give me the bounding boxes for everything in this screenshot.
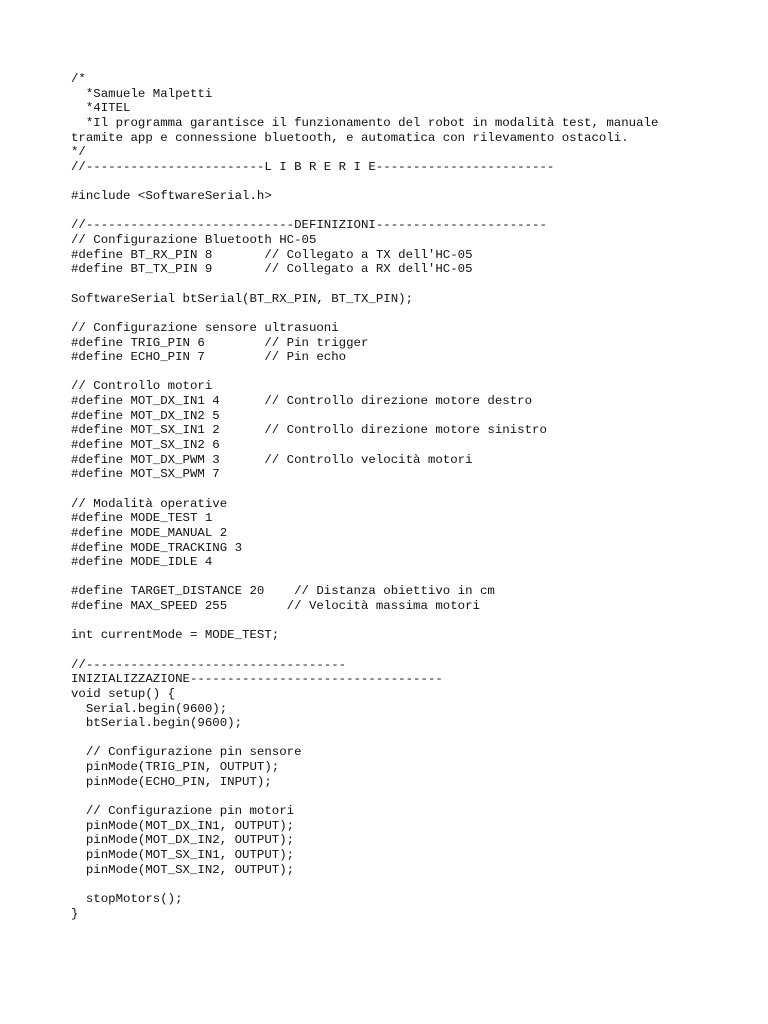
code-line: #define MODE_MANUAL 2 [71,525,228,540]
code-line: #define MOT_DX_PWM 3 // Controllo velocità motori [71,452,473,467]
code-line: void setup() { [71,686,176,701]
code-line: pinMode(MOT_DX_IN2, OUTPUT); [71,833,295,848]
code-line [71,204,658,219]
code-line: btSerial.begin(9600); [71,716,243,731]
code-line [71,277,658,292]
code-line: INIZIALIZZAZIONE---------------------------------- [71,672,443,687]
code-line: //----------------------------DEFINIZIONI----------------------- [71,218,547,233]
code-line: #define TARGET_DISTANCE 20 // Distanza obiettivo in cm [71,584,495,599]
code-line: // Configurazione sensore ultrasuoni [71,320,339,335]
code-line [71,306,658,321]
code-line [71,789,658,804]
code-line: int currentMode = MODE_TEST; [71,628,280,643]
code-line [71,365,658,380]
code-line: #define MODE_IDLE 4 [71,555,213,570]
code-line: //------------------------L I B R E R I E------------------------ [71,159,555,174]
code-line: #define TRIG_PIN 6 // Pin trigger [71,335,369,350]
code-line: #define MODE_TEST 1 [71,511,213,526]
code-line [71,614,658,629]
code-line: // Configurazione Bluetooth HC-05 [71,233,317,248]
code-line [71,174,658,189]
code-line: #define MOT_DX_IN1 4 // Controllo direzione motore destro [71,394,533,409]
code-line: pinMode(MOT_SX_IN2, OUTPUT); [71,862,295,877]
code-line [71,482,658,497]
code-line: //----------------------------------- [71,657,347,672]
code-line [71,731,658,746]
code-line: #define MODE_TRACKING 3 [71,540,243,555]
code-line: #define ECHO_PIN 7 // Pin echo [71,350,347,365]
code-line: /* [71,72,86,86]
code-line: #define MOT_SX_PWM 7 [71,467,220,482]
code-line: // Configurazione pin motori [71,804,295,819]
code-line: } [71,906,79,921]
code-line: #include <SoftwareSerial.h> [71,189,272,204]
code-line: #define MAX_SPEED 255 // Velocità massima motori [71,599,480,614]
code-line: pinMode(TRIG_PIN, OUTPUT); [71,760,280,775]
code-line: Serial.begin(9600); [71,701,228,716]
code-line: #define MOT_SX_IN2 6 [71,438,220,453]
code-line: // Controllo motori [71,379,213,394]
code-line: #define BT_RX_PIN 8 // Collegato a TX dell'HC-05 [71,247,473,262]
code-line: pinMode(MOT_SX_IN1, OUTPUT); [71,847,295,862]
code-line: tramite app e connessione bluetooth, e automatica con rilevamento ostacoli. [71,130,629,145]
code-line: pinMode(ECHO_PIN, INPUT); [71,774,272,789]
code-line: #define BT_TX_PIN 9 // Collegato a RX dell'HC-05 [71,262,473,277]
code-line: */ [71,145,86,160]
code-line: #define MOT_DX_IN2 5 [71,408,220,423]
code-line [71,877,658,892]
code-line: #define MOT_SX_IN1 2 // Controllo direzione motore sinistro [71,423,547,438]
code-line [71,570,658,585]
code-line: // Configurazione pin sensore [71,745,302,760]
code-line: *4ITEL [71,101,131,116]
code-line: stopMotors(); [71,891,183,906]
code-line: pinMode(MOT_DX_IN1, OUTPUT); [71,818,295,833]
code-line: *Il programma garantisce il funzionamento del robot in modalità test, manuale [71,115,659,130]
code-line: // Modalità operative [71,496,228,511]
code-line: *Samuele Malpetti [71,86,213,101]
code-listing [71,72,658,921]
code-line [71,643,658,658]
code-line: SoftwareSerial btSerial(BT_RX_PIN, BT_TX_PIN); [71,291,414,306]
